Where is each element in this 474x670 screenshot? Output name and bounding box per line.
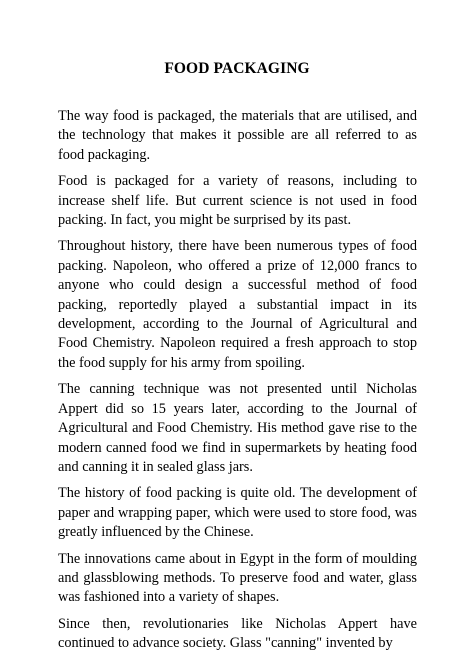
document-body	[58, 107, 417, 661]
paragraph-egypt-glass: The innovations came about in Egypt in the form of moulding and glassblowing methods. To preserve food and water, glass was fashioned into a variety of shapes.	[58, 550, 417, 606]
paragraph-canning-appert: The canning technique was not presented until Nicholas Appert did so 15 years later, according to the Journal of Agricultural and Food Chemistry. His method gave rise to the modern canned food we find in supermarkets by heating food and canning it in sealed glass jars.	[58, 381, 417, 475]
paragraph-chinese-paper: The history of food packing is quite old. The development of paper and wrapping paper, which were used to store food, was greatly influenced by the Chinese.	[58, 485, 417, 541]
paragraph-history-napoleon: Throughout history, there have been numerous types of food packing. Napoleon, who offered a prize of 12,000 francs to anyone who could design a successful method of food packing, reportedly played a substantial impact in its development, according to the Journal of Agricultural and Food Chemistry. Napoleon required a fresh approach to stop the food supply for his army from spoiling.	[58, 238, 417, 371]
paragraph-revolutionaries: Since then, revolutionaries like Nicholas Appert have continued to advance society. Glass "canning" invented by	[58, 615, 417, 652]
paragraph-reasons: Food is packaged for a variety of reasons, including to increase shelf life. But current science is not used in food packing. In fact, you might be surprised by its past.	[58, 173, 417, 229]
paragraph-definition: The way food is packaged, the materials that are utilised, and the technology that makes it possible are all referred to as food packaging.	[58, 108, 417, 163]
document-title: FOOD PACKAGING	[164, 60, 310, 77]
